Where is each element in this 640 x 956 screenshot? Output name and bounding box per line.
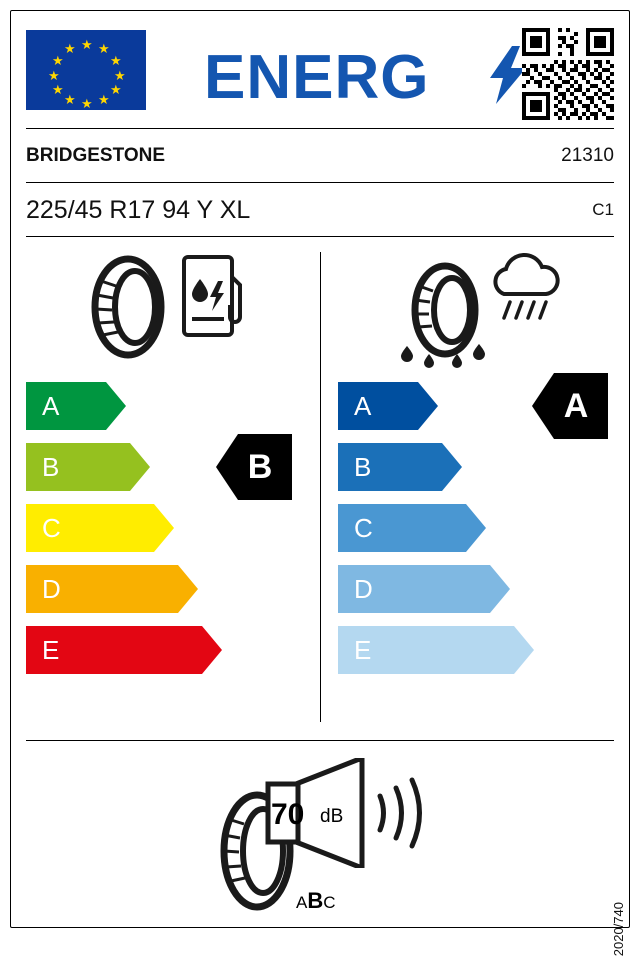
- divider-size: [26, 236, 614, 237]
- wet-grip-result: [532, 373, 608, 439]
- grade-bar-letter: B: [42, 451, 60, 482]
- wetgrip-tyre-icon: [395, 262, 500, 377]
- noise-unit: dB: [320, 806, 344, 827]
- rain-cloud-icon: [490, 252, 562, 335]
- grade-bar: [338, 626, 578, 674]
- grade-bar: [338, 443, 578, 491]
- noise-class-a: A: [296, 893, 308, 912]
- grade-bar-letter: C: [354, 512, 373, 543]
- eu-flag-icon: ★ ★ ★ ★ ★ ★ ★ ★ ★ ★ ★ ★: [26, 30, 146, 110]
- noise-class-b: B: [307, 888, 324, 913]
- brand-name: BRIDGESTONE: [26, 145, 166, 166]
- lightning-bolt-icon: [490, 46, 526, 104]
- type-code: 21310: [561, 145, 614, 166]
- noise-class-c: C: [323, 893, 336, 912]
- grade-bar-letter: B: [354, 451, 372, 482]
- grade-bar-letter: D: [42, 573, 61, 604]
- grade-bar-letter: E: [354, 634, 372, 665]
- page-title: ENERG: [204, 43, 430, 112]
- tyre-size: 225/45 R17 94 Y XL: [26, 196, 251, 224]
- divider-brand: [26, 182, 614, 183]
- grade-bar-letter: A: [42, 390, 60, 421]
- grade-bar: [26, 382, 266, 430]
- grade-bar-letter: D: [354, 573, 373, 604]
- fuel-result-letter: B: [247, 447, 273, 486]
- fuel-tyre-icon: [88, 255, 188, 365]
- grade-bar: [338, 565, 578, 613]
- divider-header: [26, 128, 614, 129]
- fuel-pump-icon: [182, 255, 244, 342]
- qr-code-icon: [522, 28, 614, 120]
- grade-bar: [26, 626, 266, 674]
- grade-bar-letter: A: [354, 390, 372, 421]
- wet-grip-result-letter: A: [563, 386, 589, 425]
- grade-bar-letter: E: [42, 634, 60, 665]
- grade-bar-letter: C: [42, 512, 61, 543]
- fuel-efficiency-scale: [26, 382, 266, 687]
- noise-value: 70: [271, 798, 305, 831]
- grade-bar: [26, 504, 266, 552]
- noise-class-scale: [296, 888, 336, 914]
- divider-vertical: [320, 252, 321, 722]
- fuel-efficiency-result: [216, 434, 292, 500]
- grade-bar: [26, 565, 266, 613]
- regulation-reference: 2020/740: [611, 902, 626, 956]
- grade-bar: [338, 504, 578, 552]
- label-header: [26, 28, 614, 114]
- noise-section: [0, 740, 640, 930]
- tyre-class: C1: [592, 200, 614, 219]
